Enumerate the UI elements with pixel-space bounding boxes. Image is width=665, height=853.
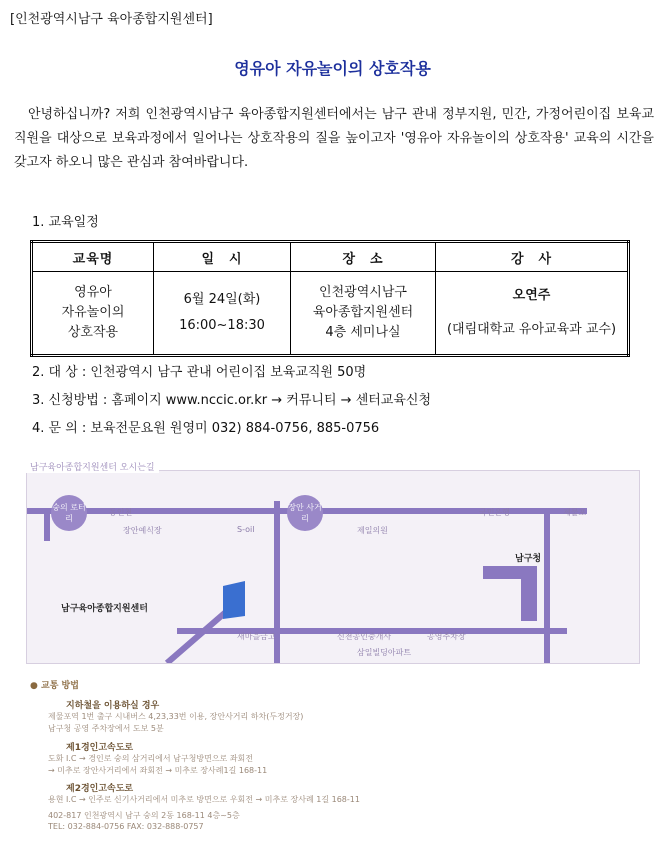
map-label: 공영주차장 (427, 632, 466, 641)
document-title: 영유아 자유놀이의 상호작용 (234, 59, 431, 78)
transport-heading: ● 교통 방법 (30, 681, 79, 691)
map-label: S-oil (237, 525, 255, 534)
section-apply: 3. 신청방법 : 홈페이지 www.nccic.or.kr → 커뮤니티 → 센터교육신청 (32, 393, 432, 408)
map-label: 장안예식장 (123, 526, 162, 535)
subway-title: 지하철을 이용하실 경우 (66, 701, 160, 711)
highway1-line: → 미추로 장안사거리에서 좌회전 → 미추로 장사례1길 168-11 (48, 766, 268, 775)
cell-lecturer (436, 272, 629, 356)
section-contact: 4. 문 의 : 보육전문요원 원영미 032) 884-0756, 885-0756 (32, 421, 380, 436)
map-label: 남구청 (515, 554, 542, 564)
map-label: 제물포 (563, 508, 587, 517)
cell-datetime: 6월 24일(화) 16:00~18:30 (154, 272, 291, 356)
schedule-table (30, 240, 630, 357)
col-header-lecturer: 강 사 (436, 242, 629, 272)
map-center-label: 남구육아종합지원센터 (61, 604, 148, 614)
map-label: 제일의원 (357, 526, 388, 535)
col-header-place: 장 소 (291, 242, 436, 272)
intro-paragraph: 안녕하십니까? 저희 인천광역시남구 육아종합지원센터에서는 남구 관내 정부지원, 민간, 가정어린이집 보육교직원을 대상으로 보육과정에서 일어나는 상호작용의 질을 높이고자 '영유아 자유놀이의 상호작용' 교육의 시간을 갖고자 하오니 많은 관심과 참여바랍니다. (14, 107, 654, 170)
subway-line: 제물포역 1번 출구 시내버스 4,23,33번 이용, 장안사거리 하차(두정거장) (48, 712, 304, 721)
lecturer-name: 오연주 (512, 288, 551, 303)
map-label: 국민은행 (479, 508, 510, 517)
map-circle-sungui: 숭의 로터리 (51, 495, 87, 531)
map-label: 동인천 (109, 508, 133, 517)
subway-line: 남구청 공영 주차장에서 도보 5분 (48, 724, 164, 733)
highway2-title: 제2경인고속도로 (66, 784, 134, 794)
map-label: 새마을금고 (237, 632, 276, 641)
address: 402-817 인천광역시 남구 숭의 2동 168-11 4층~5층 (48, 811, 240, 820)
org-header: [인천광역시남구 육아종합지원센터] (10, 12, 213, 27)
tel-fax: TEL: 032-884-0756 FAX: 032-888-0757 (48, 822, 204, 831)
col-header-course: 교육명 (32, 242, 154, 272)
map-label: 신천공인중개사 (337, 632, 392, 641)
map-circle-jangan: 장안 사거리 (287, 495, 323, 531)
highway2-line: 용현 I.C → 인주로 신기사거리에서 미추로 방면으로 우회전 → 미추로 장사례 1길 168-11 (48, 795, 360, 804)
col-header-datetime: 일 시 (154, 242, 291, 272)
location-map (26, 470, 640, 664)
cell-place: 인천광역시남구 육아종합지원센터 4층 세미나실 (291, 272, 436, 356)
map-label: 삼일빌딩아파트 (357, 648, 412, 657)
lecturer-affiliation: (대림대학교 유아교육과 교수) (446, 322, 617, 337)
cell-course: 영유아 자유놀이의 상호작용 (32, 272, 154, 356)
map-title: 남구육아종합지원센터 오시는길 (26, 460, 159, 473)
highway1-title: 제1경인고속도로 (66, 743, 134, 753)
section-target: 2. 대 상 : 인천광역시 남구 관내 어린이집 보육교직원 50명 (32, 365, 367, 380)
map-roads (27, 471, 639, 663)
section-schedule-heading: 1. 교육일정 (32, 215, 99, 230)
highway1-line: 도화 I.C → 경인로 숭의 삼거리에서 남구청방면으로 좌회전 (48, 754, 254, 763)
